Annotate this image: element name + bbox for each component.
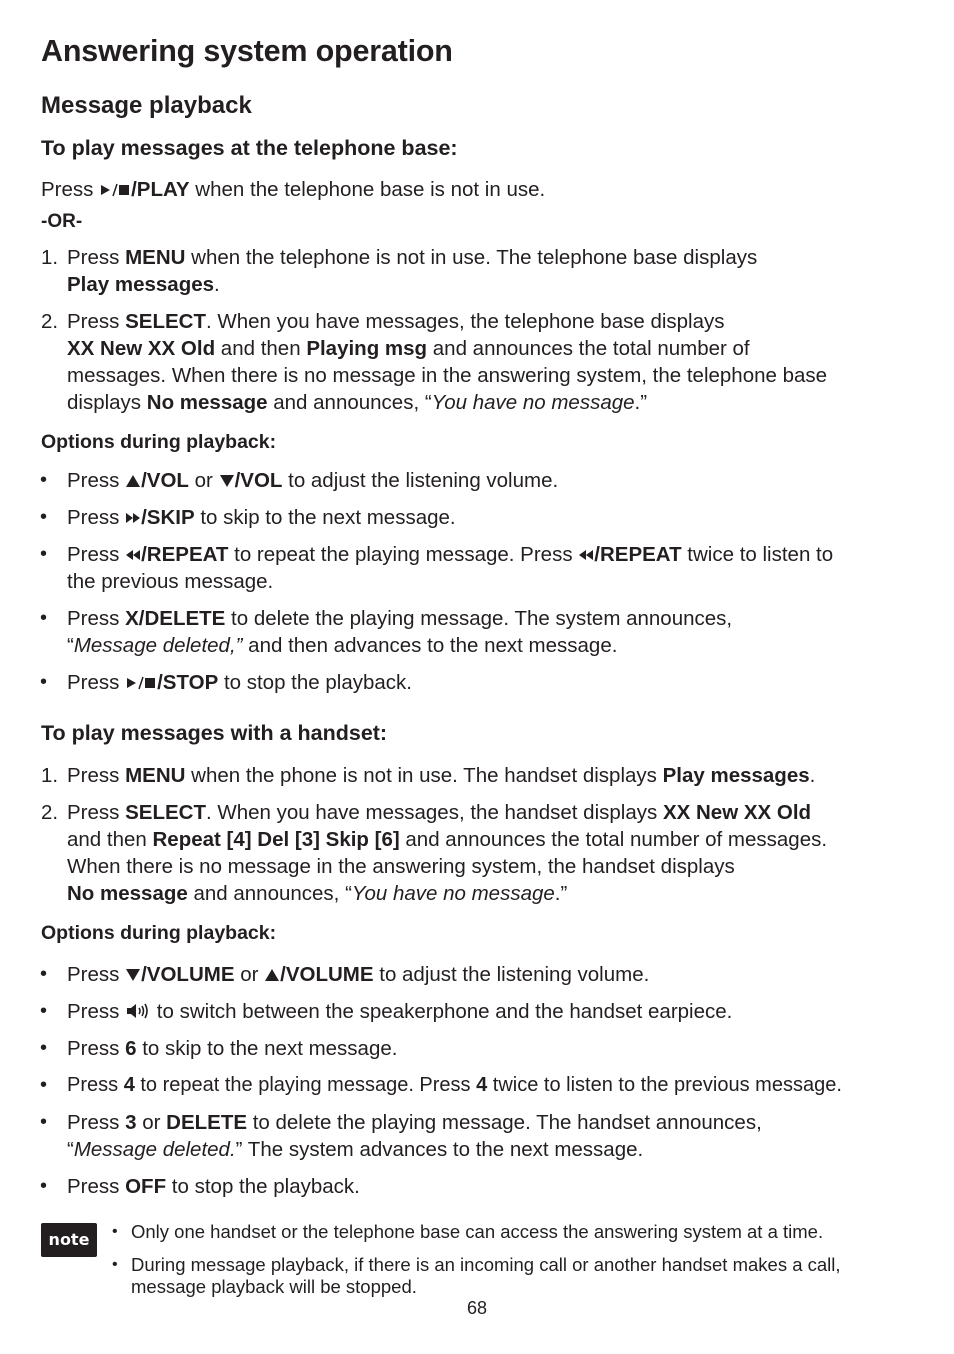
option-delete: Press X/DELETE to delete the playing message. The system announces, “Message deleted,” and then advances to the next message. [67, 607, 733, 657]
step-number: 1. [41, 764, 59, 787]
option-stop: Press OFF to stop the playback. [67, 1175, 360, 1198]
bullet: • [40, 1175, 48, 1197]
section-title: Message playback [41, 92, 252, 119]
play-stop-icon [99, 182, 131, 198]
bullet: • [40, 543, 48, 565]
bullet: • [40, 469, 48, 491]
option-delete: Press 3 or DELETE to delete the playing message. The handset announces, “Message deleted.” The system advances to the next message. [67, 1111, 762, 1161]
step-number: 1. [41, 246, 59, 269]
bullet: • [40, 1111, 48, 1133]
option-repeat: Press /REPEAT to repeat the playing message. Press /REPEAT twice to listen to the previous message. [67, 543, 834, 593]
bullet: • [112, 1256, 118, 1273]
handset-step-2: Press SELECT. When you have messages, the handset displays XX New XX Old and then Repeat [4] Del [3] Skip [6] and announces the total number of messages. When there is no message in the answering system, the handset displays No message and announces, “You have no message.” [67, 801, 828, 905]
note-badge: note [41, 1223, 97, 1257]
speakerphone-icon [125, 1002, 151, 1020]
bullet: • [40, 607, 48, 629]
step-number: 2. [41, 310, 59, 333]
handset-step-1: Press MENU when the phone is not in use. The handset displays Play messages. [67, 764, 816, 787]
skip-icon [125, 510, 141, 526]
or-separator: -OR- [41, 211, 83, 232]
bullet: • [40, 1037, 48, 1059]
option-skip: Press 6 to skip to the next message. [67, 1037, 398, 1060]
volume-up-icon [264, 967, 280, 983]
note-item: message playback will be stopped. [131, 1276, 417, 1297]
page-title: Answering system operation [41, 34, 453, 68]
option-speaker: Press to switch between the speakerphone and the handset earpiece. [67, 1000, 733, 1023]
option-volume: Press /VOLUME or /VOLUME to adjust the listening volume. [67, 963, 650, 986]
base-step-1: Press MENU when the telephone is not in use. The telephone base displays Play messages. [67, 246, 758, 296]
note-item: During message playback, if there is an incoming call or another handset makes a call, [131, 1254, 841, 1275]
volume-up-icon [125, 473, 141, 489]
repeat-icon [125, 547, 141, 563]
options-heading: Options during playback: [41, 431, 277, 453]
bullet: • [40, 1000, 48, 1022]
bullet: • [40, 963, 48, 985]
base-step-2: Press SELECT. When you have messages, the telephone base displays XX New XX Old and then Playing msg and announces the total number of messages. When there is no message in the answering system, the telephone base displays No message and announces, “You have no message.” [67, 310, 828, 414]
option-stop: Press /STOP to stop the playback. [67, 671, 412, 694]
bullet: • [40, 671, 48, 693]
volume-down-icon [125, 967, 141, 983]
volume-down-icon [219, 473, 235, 489]
options-heading: Options during playback: [41, 922, 277, 944]
option-skip: Press /SKIP to skip to the next message. [67, 506, 456, 529]
option-repeat: Press 4 to repeat the playing message. Press 4 twice to listen to the previous message. [67, 1074, 842, 1096]
play-stop-icon [125, 675, 157, 691]
option-volume: Press /VOL or /VOL to adjust the listening volume. [67, 469, 559, 492]
page-number: 68 [466, 1298, 488, 1318]
base-heading: To play messages at the telephone base: [41, 136, 458, 160]
handset-heading: To play messages with a handset: [41, 721, 388, 745]
bullet: • [112, 1223, 118, 1240]
repeat-icon [578, 547, 594, 563]
base-press-play-line: Press /PLAY when the telephone base is not in use. [41, 178, 546, 201]
note-item: Only one handset or the telephone base can access the answering system at a time. [131, 1221, 824, 1242]
bullet: • [40, 506, 48, 528]
step-number: 2. [41, 801, 59, 824]
bullet: • [40, 1074, 48, 1096]
